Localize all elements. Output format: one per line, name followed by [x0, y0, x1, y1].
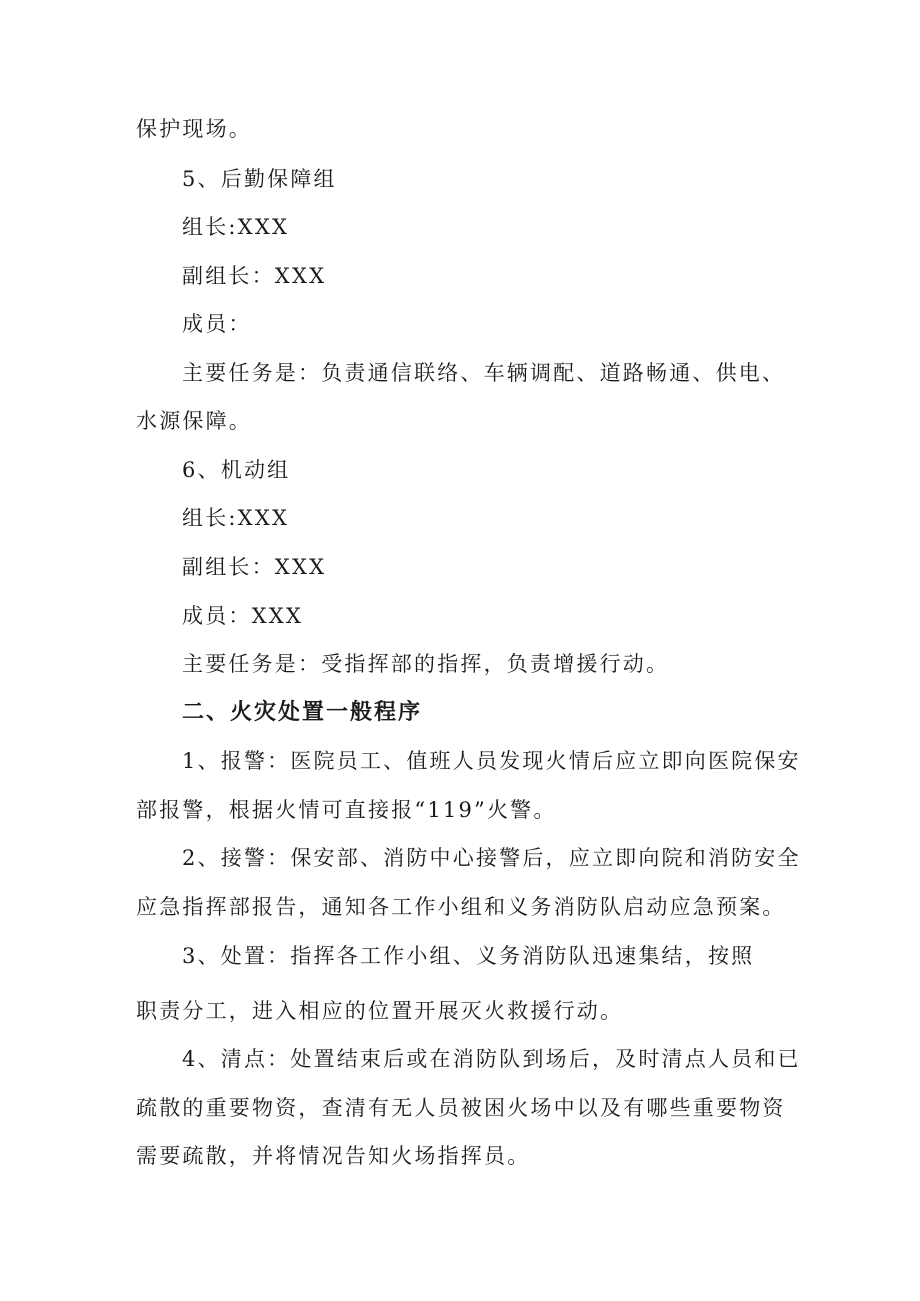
text-line: 组长:XXX: [182, 506, 290, 530]
text-line: 1、报警：医院员工、值班人员发现火情后应立即向医院保安: [182, 749, 801, 773]
text-line: 部报警，根据火情可直接报“119”火警。: [136, 798, 557, 822]
text-line: 2、接警：保安部、消防中心接警后，应立即向院和消防安全: [182, 846, 801, 870]
text-line: 3、处置：指挥各工作小组、义务消防队迅速集结，按照: [182, 944, 755, 968]
text-line: 疏散的重要物资，查清有无人员被困火场中以及有哪些重要物资: [136, 1096, 786, 1120]
text-line: 副组长：XXX: [182, 555, 327, 579]
text-line: 主要任务是：负责通信联络、车辆调配、道路畅通、供电、: [182, 361, 786, 385]
text-line: 副组长：XXX: [182, 264, 327, 288]
text-line: 组长:XXX: [182, 215, 290, 239]
section-heading: 二、火灾处置一般程序: [182, 700, 423, 725]
text-line: 应急指挥部报告，通知各工作小组和义务消防队启动应急预案。: [136, 895, 786, 919]
text-line: 主要任务是：受指挥部的指挥，负责增援行动。: [182, 652, 670, 676]
section-5-title: 5、后勤保障组: [182, 167, 337, 191]
text-line: 需要疏散，并将情况告知火场指挥员。: [136, 1144, 531, 1168]
text-line: 水源保障。: [136, 409, 252, 433]
section-6-title: 6、机动组: [182, 458, 291, 482]
text-line: 职责分工，进入相应的位置开展灭火救援行动。: [136, 999, 624, 1023]
text-line: 成员：XXX: [182, 604, 304, 628]
text-line: 成员：: [182, 312, 252, 336]
text-line: 4、清点：处置结束后或在消防队到场后，及时清点人员和已: [182, 1047, 801, 1071]
text-line: 保护现场。: [136, 117, 252, 141]
